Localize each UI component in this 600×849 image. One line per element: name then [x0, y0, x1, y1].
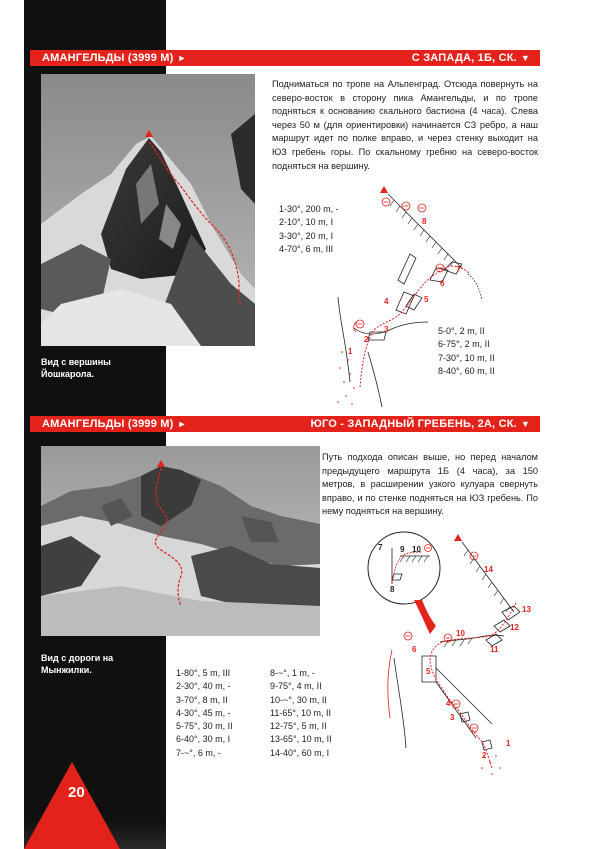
section1-pitch: 6-75°, 2 m, II: [438, 339, 490, 350]
section2-pitch: 13-65°, 10 m, II: [270, 734, 332, 745]
diagram1-label: 4: [384, 297, 389, 306]
section2-pitch: 4-30°, 45 m, -: [176, 707, 231, 718]
section1-description: Подниматься по тропе на Альпенград. Отсюда повернуть на северо-восток в сторону пика Амангельды, и по тропе подняться к основанию скального бастиона (4 часа). Слева через 50 м (для ориентировки) начинается СЗ ребро, а наш маршрут идет по полке вправо, и через стенку выходит на ЮЗ гребень горы. По скальному гребню на северо-восток подняться на вершину.: [272, 79, 538, 171]
section1-banner-route: [412, 50, 530, 66]
section2-pitch: 11-65°, 10 m, II: [270, 707, 331, 718]
mountain-photo-2-image: [41, 446, 320, 636]
section2-description: Путь подхода описан выше, но перед началом предыдущего маршрута 1Б (4 часа), за 150 метров, в расширении узкого кулуара свернуть вправо, и по стенке подняться на ЮЗ гребень. По нему подняться на вершину.: [322, 452, 538, 517]
diagram2-label: 6: [412, 645, 417, 654]
section1-pitch: 8-40°, 60 m, II: [438, 365, 495, 376]
route-topo-diagram-1: [320, 182, 510, 412]
section1-caption: [41, 356, 111, 380]
diagram1-label: 2: [364, 335, 369, 344]
detail-inset: [368, 532, 440, 604]
diagram1-label: 3: [384, 325, 389, 334]
diagram1-label: 5: [424, 295, 429, 304]
inset-label: 8: [390, 585, 395, 594]
section1-banner-title: [42, 50, 187, 66]
section1-pitch: 3-30°, 20 m, I: [279, 230, 334, 241]
page-number: 20: [68, 784, 85, 801]
diagram2-label: 1: [506, 739, 511, 748]
section2-caption-line2: Мынжилки.: [41, 665, 92, 675]
section2-pitch: 3-70°, 8 m, II: [176, 694, 228, 705]
section1-route-diagram: [320, 182, 510, 412]
section2-pitch: 12-75°, 5 m, II: [270, 721, 327, 732]
mountain-photo-1-image: [41, 74, 255, 346]
section1-pitch: 4-70°, 6 m, III: [279, 243, 334, 254]
diagram1-label: 1: [348, 347, 353, 356]
diagram2-label: 14: [484, 565, 493, 574]
diagram2-label: 3: [450, 713, 455, 722]
section1-arrow-right-icon: ►: [177, 53, 187, 63]
diagram2-label: 11: [490, 645, 499, 654]
section2-pitch: 9-75°, 4 m, II: [270, 681, 322, 692]
section2-pitch: 6-40°, 30 m, I: [176, 734, 231, 745]
section2-pitch: 1-80°, 5 m, III: [176, 668, 231, 678]
section2-photo: [41, 446, 320, 636]
route-topo-diagram-2: [364, 528, 540, 778]
section1-photo: [41, 74, 255, 346]
inset-label: 7: [378, 543, 383, 552]
diagram2-label: 2: [482, 751, 487, 760]
section1-caption-line2: Йошкарола.: [41, 369, 94, 379]
section1-pitch: 2-10°, 10 m, I: [279, 217, 334, 228]
section1-arrow-down-icon: ▼: [520, 53, 530, 63]
section2-peak-name: АМАНГЕЛЬДЫ (3999 М): [42, 418, 174, 430]
section1-caption-line1: Вид с вершины: [41, 357, 111, 367]
section1-pitch: 1-30°, 200 m, -: [279, 204, 339, 214]
section2-pitch-list-a: [176, 667, 233, 760]
section2-banner-route: [310, 416, 530, 432]
diagram2-label: 10: [456, 629, 465, 638]
diagram2-label: 5: [426, 667, 431, 676]
section2-route-diagram: [364, 528, 540, 778]
page-corner-triangle: [24, 762, 166, 849]
section1-peak-name: АМАНГЕЛЬДЫ (3999 М): [42, 52, 174, 64]
inset-label: 10: [412, 545, 421, 554]
section2-caption: [41, 652, 113, 676]
section2-pitch-list-b: [270, 667, 332, 760]
section2-caption-line1: Вид с дороги на: [41, 653, 114, 663]
diagram1-label: 7: [456, 265, 461, 274]
section2-pitch: 10-~°, 30 m, II: [270, 694, 327, 705]
section2-arrow-right-icon: ►: [177, 419, 187, 429]
section2-pitch: 8-~°, 1 m, -: [270, 668, 315, 678]
section1-route-name: С ЗАПАДА, 1Б, СК.: [411, 52, 517, 64]
section2-pitch: 5-75°, 30 m, II: [176, 721, 233, 732]
section2-banner: [30, 416, 540, 432]
section2-route-name: ЮГО - ЗАПАДНЫЙ ГРЕБЕНЬ, 2А, СК.: [310, 418, 517, 430]
diagram1-label: 8: [422, 217, 427, 226]
diagram2-label: 4: [446, 699, 451, 708]
section2-banner-title: [42, 416, 187, 432]
section2-pitch: 14-40°, 60 m, I: [270, 747, 330, 758]
summit-marker-icon: [380, 186, 388, 193]
section1-pitch: 7-30°, 10 m, II: [438, 352, 495, 363]
section2-pitch: 7-~°, 6 m, -: [176, 747, 221, 758]
section1-banner: [30, 50, 540, 66]
section2-arrow-down-icon: ▼: [520, 419, 530, 429]
section2-pitch: 2-30°, 40 m, -: [176, 681, 231, 692]
diagram2-label: 13: [522, 605, 531, 614]
diagram2-label: 12: [510, 623, 519, 632]
section1-pitch: 5-0°, 2 m, II: [438, 326, 485, 336]
inset-label: 9: [400, 545, 405, 554]
diagram1-label: 6: [440, 279, 445, 288]
summit-marker-icon: [454, 534, 462, 541]
